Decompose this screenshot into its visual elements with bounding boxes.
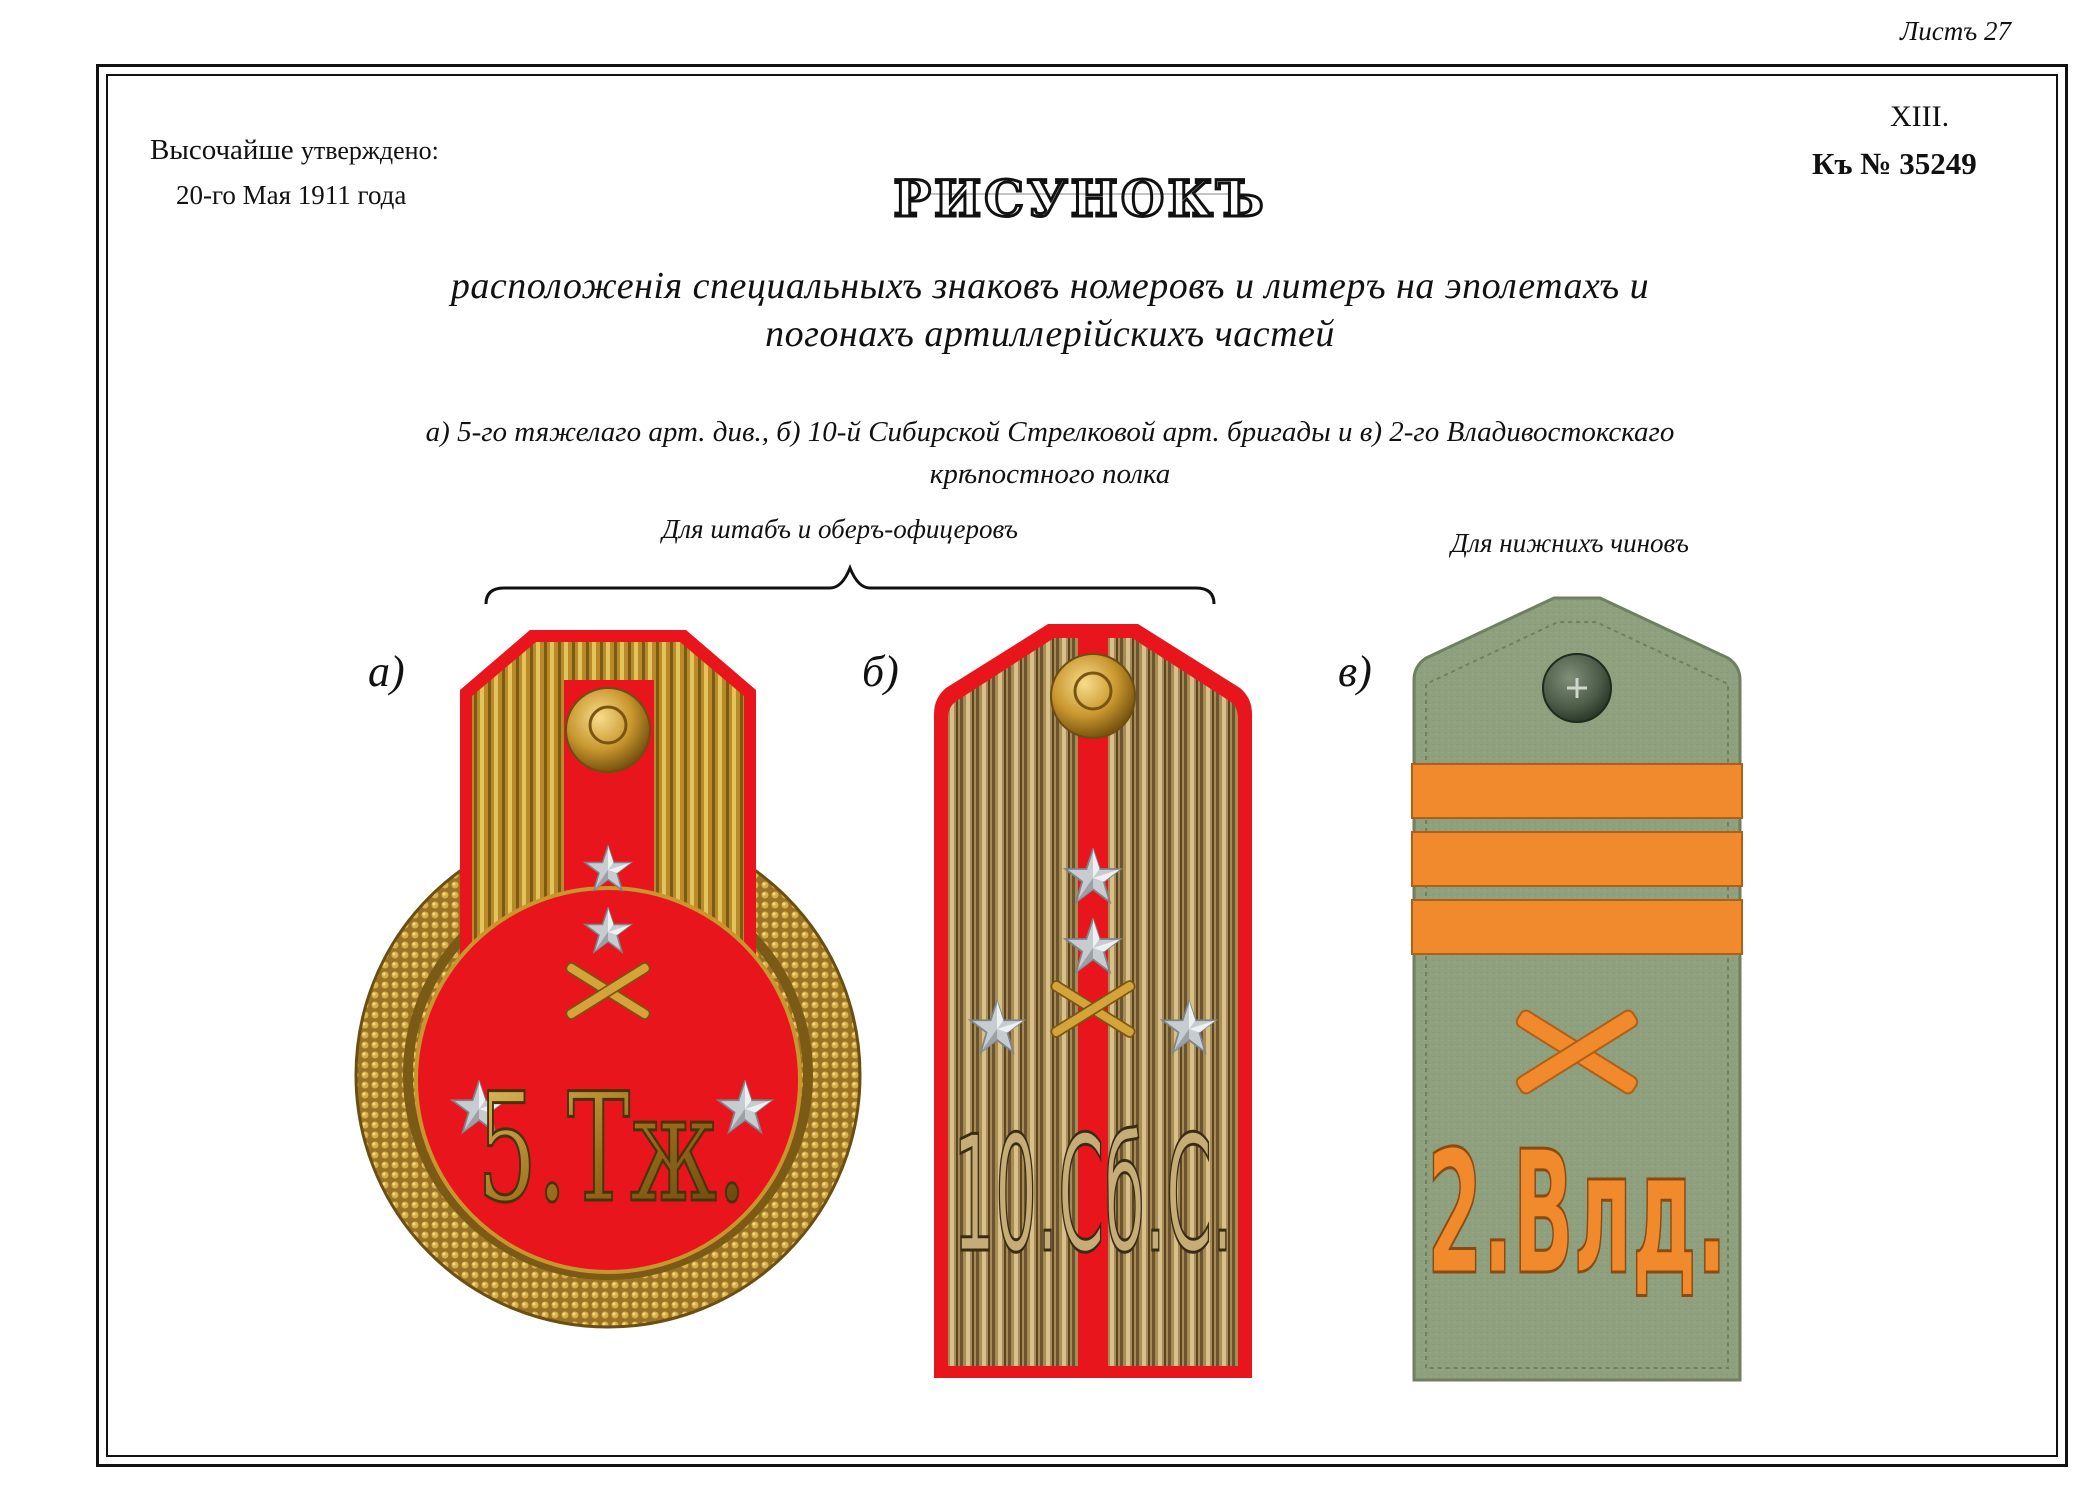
reference-number: Къ № 35249: [1812, 146, 1977, 181]
board-c-stripe-3: [1412, 900, 1742, 954]
epaulette-a-cipher: 5.Тж.: [477, 1062, 747, 1236]
board-b-button: [1051, 654, 1135, 738]
shoulder-board-b: [928, 618, 1258, 1388]
item-letter-a: а): [368, 647, 405, 696]
board-c-stripe-2: [1412, 832, 1742, 886]
item-letter-b: б): [862, 647, 899, 696]
units-caption-line-1: а) 5-го тяжелаго арт. див., б) 10-й Сибирской Стрелковой арт. бригады и в) 2-го Владивостокскаго: [425, 416, 1675, 448]
roman-numeral: XIII.: [1890, 100, 1950, 133]
subtitle-line-1: расположенія специальныхъ знаковъ номеровъ и литеръ на эполетахъ и: [450, 265, 1650, 307]
approval-main: Высочайше: [150, 134, 294, 166]
approval-rest: утверждено:: [300, 136, 439, 165]
board-c-cipher: 2.Влд.: [1427, 1115, 1727, 1313]
item-letter-c: в): [1338, 647, 1372, 696]
approval-date: 20-го Мая 1911 года: [176, 180, 407, 210]
grouping-brace: [480, 560, 1220, 610]
approval-note: [150, 134, 439, 167]
shoulder-board-c: [1408, 592, 1746, 1386]
units-caption-line-2: крѣпостного полка: [929, 458, 1171, 490]
epaulette-a-button: [566, 688, 650, 772]
officers-label: Для штабъ и оберъ-офицеровъ: [662, 514, 1018, 544]
epaulette-a: [340, 620, 880, 1330]
lower-ranks-label: Для нижнихъ чиновъ: [1451, 528, 1689, 558]
board-c-stripe-1: [1412, 764, 1742, 818]
subtitle-line-2: погонахъ артиллерійскихъ частей: [765, 313, 1335, 355]
board-b-cipher: 10.Сб.С.: [953, 1101, 1233, 1288]
page-heading: [893, 156, 1267, 236]
sheet-label: Листъ 27: [1900, 16, 2012, 46]
page-heading-text: РИСУНОКЪ: [893, 169, 1267, 228]
